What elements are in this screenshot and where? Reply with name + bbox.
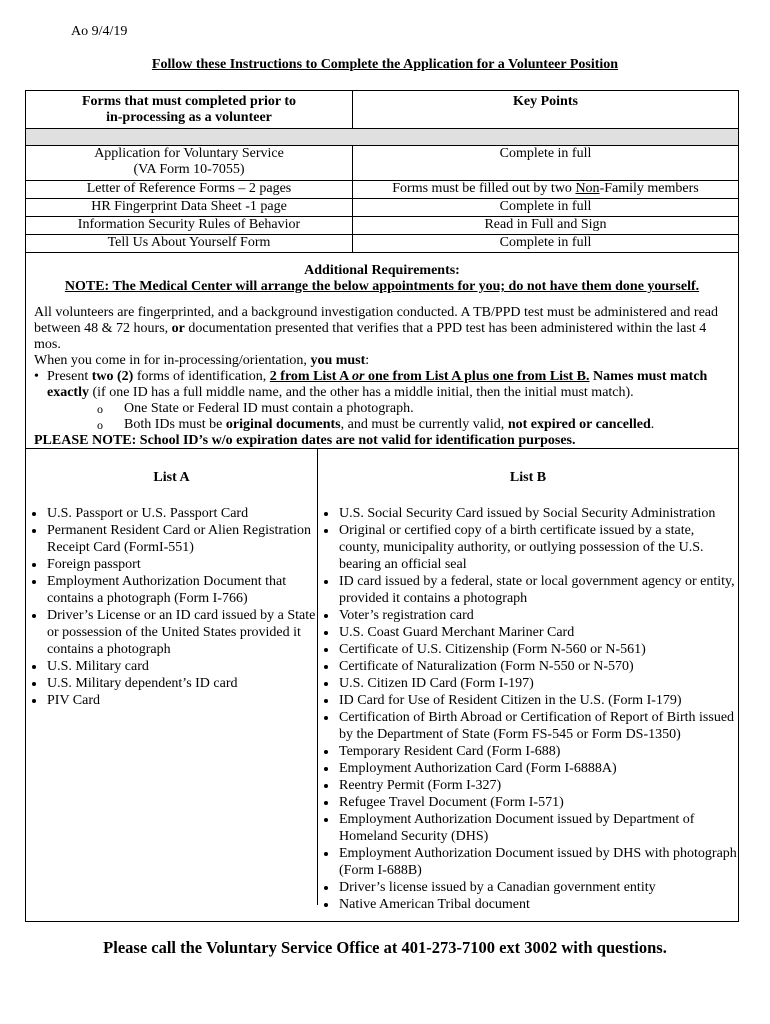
form-key-point: Complete in full xyxy=(499,235,592,250)
form-name: Letter of Reference Forms – 2 pages xyxy=(26,181,353,198)
forms-header-right: Key Points xyxy=(513,94,578,109)
list-b-item: • Employment Authorization Document issued by Department of Homeland Security (DHS) xyxy=(338,811,738,845)
list-b-item: • U.S. Coast Guard Merchant Mariner Card xyxy=(338,624,738,641)
list-b-items xyxy=(318,505,738,913)
list-b-item: • U.S. Social Security Card issued by Social Security Administration xyxy=(338,505,738,522)
header-divider xyxy=(26,129,738,146)
list-b-title: List B xyxy=(509,470,547,485)
requirements-sub-1: o One State or Federal ID must contain a photograph. xyxy=(34,401,732,417)
list-a-item: • Foreign passport xyxy=(46,556,317,573)
list-b-item: • Original or certified copy of a birth certificate issued by a state, county, municipality authority, or outlying possession of the U.S. bearing an official seal xyxy=(338,522,738,573)
forms-header-line1: Forms that must completed prior to xyxy=(82,94,296,109)
footer-text: Please call the Voluntary Service Office at 401-273-7100 ext 3002 with questions. xyxy=(103,938,667,957)
list-a-item: • U.S. Military card xyxy=(46,658,317,675)
list-b-item: • Certificate of Naturalization (Form N-550 or N-570) xyxy=(338,658,738,675)
forms-table-row xyxy=(26,199,738,217)
list-a-item: • PIV Card xyxy=(46,692,317,709)
requirements-p2: When you come in for in-processing/orientation, you must: xyxy=(34,353,370,368)
list-b-item: • Reentry Permit (Form I-327) xyxy=(338,777,738,794)
requirements-note: NOTE: The Medical Center will arrange the below appointments for you; do not have them done yourself. xyxy=(64,279,700,294)
requirements-section xyxy=(26,253,738,449)
list-b-col xyxy=(318,449,738,912)
form-key-point: Forms must be filled out by two Non-Family members xyxy=(392,181,699,196)
list-b-item: • Certificate of U.S. Citizenship (Form N-560 or N-561) xyxy=(338,641,738,658)
form-name: Application for Voluntary Service (VA Form 10-7055) xyxy=(26,146,353,180)
main-title: Follow these Instructions to Complete the Application for a Volunteer Position xyxy=(151,57,619,72)
list-b-item: • Employment Authorization Card (Form I-6888A) xyxy=(338,760,738,777)
list-b-item: • U.S. Citizen ID Card (Form I-197) xyxy=(338,675,738,692)
list-b-item: • ID card issued by a federal, state or local government agency or entity, provided it contains a photograph xyxy=(338,573,738,607)
form-key-point: Read in Full and Sign xyxy=(484,217,607,232)
form-name: Tell Us About Yourself Form xyxy=(26,235,353,252)
requirements-title: Additional Requirements: xyxy=(304,263,460,278)
forms-table-row xyxy=(26,181,738,199)
list-b-item: • Native American Tribal document xyxy=(338,896,738,913)
form-key-point: Complete in full xyxy=(499,199,592,214)
list-b-item: • Driver’s license issued by a Canadian government entity xyxy=(338,879,738,896)
list-a-item: • Employment Authorization Document that contains a photograph (Form I-766) xyxy=(46,573,317,607)
list-b-item: • Temporary Resident Card (Form I-688) xyxy=(338,743,738,760)
forms-table-body xyxy=(26,146,738,253)
list-a-item: • U.S. Military dependent’s ID card xyxy=(46,675,317,692)
lists-section xyxy=(26,449,738,912)
forms-table-row xyxy=(26,217,738,235)
document-date: Ao 9/4/19 xyxy=(71,24,128,39)
document-body xyxy=(25,90,739,922)
list-b-item: • ID Card for Use of Resident Citizen in the U.S. (Form I-179) xyxy=(338,692,738,709)
form-name: Information Security Rules of Behavior xyxy=(26,217,353,234)
requirements-body xyxy=(26,305,738,449)
requirements-p1: All volunteers are fingerprinted, and a background investigation conducted. A TB/PPD test must be administered and read between 48 & 72 hours, or documentation presented that verifies that a PPD test has been administered within the last 4 mos. xyxy=(34,305,719,352)
forms-header-left xyxy=(26,91,353,128)
list-a-title: List A xyxy=(153,470,190,485)
list-a-col xyxy=(26,449,318,905)
requirements-bullet-1: • Present two (2) forms of identification, 2 from List A or one from List A plus one from List B. Names must match exactly (if one ID has a full middle name, and the other has a middle initial, then the initial must match). xyxy=(34,369,732,401)
form-name: HR Fingerprint Data Sheet -1 page xyxy=(26,199,353,216)
list-b-item: • Voter’s registration card xyxy=(338,607,738,624)
forms-table-header xyxy=(26,91,738,129)
list-b-item: • Refugee Travel Document (Form I-571) xyxy=(338,794,738,811)
list-a-item: • Permanent Resident Card or Alien Registration Receipt Card (FormI-551) xyxy=(46,522,317,556)
form-key-point: Complete in full xyxy=(499,146,592,161)
list-b-item: • Certification of Birth Abroad or Certification of Report of Birth issued by the Department of State (Form FS-545 or Form DS-1350) xyxy=(338,709,738,743)
forms-table-row xyxy=(26,146,738,181)
list-a-item: • Driver’s License or an ID card issued by a State or possession of the United States provided it contains a photograph xyxy=(46,607,317,658)
forms-header-line2: in-processing as a volunteer xyxy=(106,110,272,125)
requirements-sub-2: o Both IDs must be original documents, and must be currently valid, not expired or cancelled. xyxy=(34,417,732,433)
list-a-items xyxy=(26,505,317,709)
requirements-please-note: PLEASE NOTE: School ID’s w/o expiration dates are not valid for identification purposes. xyxy=(34,433,576,448)
forms-table-row xyxy=(26,235,738,253)
list-a-item: • U.S. Passport or U.S. Passport Card xyxy=(46,505,317,522)
list-b-item: • Employment Authorization Document issued by DHS with photograph (Form I-688B) xyxy=(338,845,738,879)
